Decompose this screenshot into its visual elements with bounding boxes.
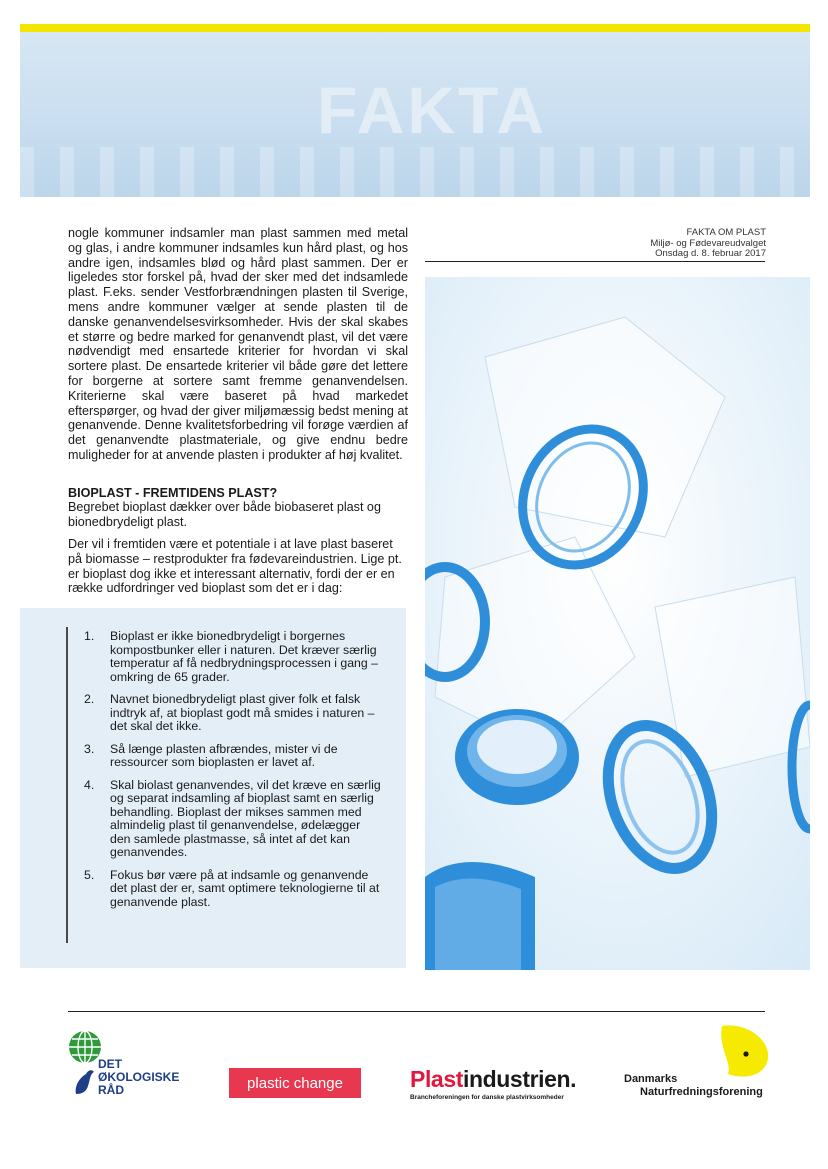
list-item (84, 693, 384, 734)
bird-icon (72, 1066, 96, 1096)
list-text: Fokus bør være på at indsamle og genanvende det plast der er, samt optimere teknologierne til at genanvende plast. (110, 867, 380, 909)
okolog-text (98, 1058, 179, 1097)
list-item (84, 630, 384, 684)
det-okologiske-raad-logo (68, 1030, 198, 1100)
okolog-line: RÅD (98, 1083, 124, 1097)
bioplast-heading: BIOPLAST - FREMTIDENS PLAST? (68, 486, 278, 500)
butterfly-icon (714, 1022, 774, 1082)
plastic-change-logo (229, 1068, 361, 1098)
dn-line2: Naturfredningsforening (640, 1086, 763, 1098)
globe-icon (68, 1030, 102, 1064)
banner-title: FAKTA (317, 73, 548, 147)
box-left-rule (66, 627, 68, 943)
meta-date: Onsdag d. 8. februar 2017 (655, 248, 766, 259)
list-item (84, 779, 384, 860)
bioplast-paragraph-1: Begrebet bioplast dækker over både biobaseret plast og bionedbrydeligt plast. (68, 500, 381, 529)
plastic-bottles-photo (425, 277, 810, 970)
meta-title: FAKTA OM PLAST (686, 227, 766, 238)
plastindustrien-name-part1: Plast (410, 1066, 463, 1092)
meta-committee: Miljø- og Fødevareudvalget (650, 237, 766, 249)
list-text: Skal biolast genanvendes, vil det kræve en særlig og separat indsamling af bioplast samt en særlig behandling. Bioplast der mikses sammen med almindelig plast til genanvendelse, ødelægger den samlede plastmasse, så intet af det kan genanvendes. (110, 777, 381, 859)
list-number: 4. (84, 777, 95, 792)
danmarks-naturfredningsforening-logo (622, 1022, 772, 1102)
list-number: 5. (84, 867, 95, 882)
top-accent-bar (20, 24, 810, 32)
body-text (68, 226, 408, 463)
list-number: 3. (84, 741, 95, 756)
dn-line1: Danmarks (624, 1073, 678, 1085)
okolog-line: DET (98, 1057, 122, 1071)
okolog-line: ØKOLOGISKE (98, 1070, 180, 1084)
list-item (84, 743, 384, 770)
list-text: Bioplast er ikke bionedbrydeligt i borgernes kompostbunker eller i naturen. Det kræver særlig temperatur af få nedbrydningsprocessen i gang – omkring de 65 grader. (110, 629, 378, 684)
meta-divider (425, 261, 765, 262)
list-text: Navnet bionedbrydeligt plast giver folk et falsk indtryk af, at bioplast godt må smides i naturen – det skal det ikke. (110, 692, 375, 733)
list-number: 1. (84, 629, 95, 643)
bioplast-paragraph-2: Der vil i fremtiden være et potentiale i at lave plast baseret på biomasse – restprodukter fra fødevareindustrien. Lige pt. er bioplast dog ikke et interessant alternativ, fordi der er en række udfordringer ved bioplast som det er i dag: (68, 537, 402, 596)
challenge-list (84, 630, 384, 918)
footer-divider (68, 1011, 765, 1012)
plastindustrien-logo (410, 1066, 590, 1106)
fakta-banner (20, 32, 810, 197)
plastic-change-text: plastic change (247, 1074, 343, 1092)
plastindustrien-name-part2: industrien. (462, 1066, 577, 1092)
plastindustrien-name (410, 1066, 590, 1093)
list-number: 2. (84, 692, 95, 706)
list-item (84, 869, 384, 910)
plastindustrien-tagline: Brancheforeningen for danske plastvirksomheder (410, 1094, 564, 1101)
body-paragraph: nogle kommuner indsamler man plast sammen med metal og glas, i andre kommuner indsamles kun hård plast, og hos andre igen, indsamles blød og hård plast sammen. Der er ligeledes stor forskel på, hvad der sker med det indsamlede plast. F.eks. sender Vestforbrændningen plasten til Sverige, mens andre kommuner vælger at sende plasten til de danske genanvendelsesvirksomheder. Hvis der skal skabes et større og bedre marked for genanvendt plast, vil det være nødvendigt med ensartede kriterier for hvordan vi skal sortere plast. De ensartede kriterier vil både gøre det lettere for borgerne at sortere samt fremme genanvendelsen. Kriterierne skal være baseret på hvad markedet efterspørger, og hvad der giver miljømæssig bedst mening at genanvende. Denne kvalitetsforbedring vil forøge værdien af det genanvendte plastmateriale, og give endnu bedre muligheder for at anvende plasten i produkter af høj kvalitet. (68, 226, 408, 462)
document-meta (650, 228, 766, 260)
list-text: Så længe plasten afbrændes, mister vi de ressourcer som bioplasten er lavet af. (110, 741, 338, 769)
